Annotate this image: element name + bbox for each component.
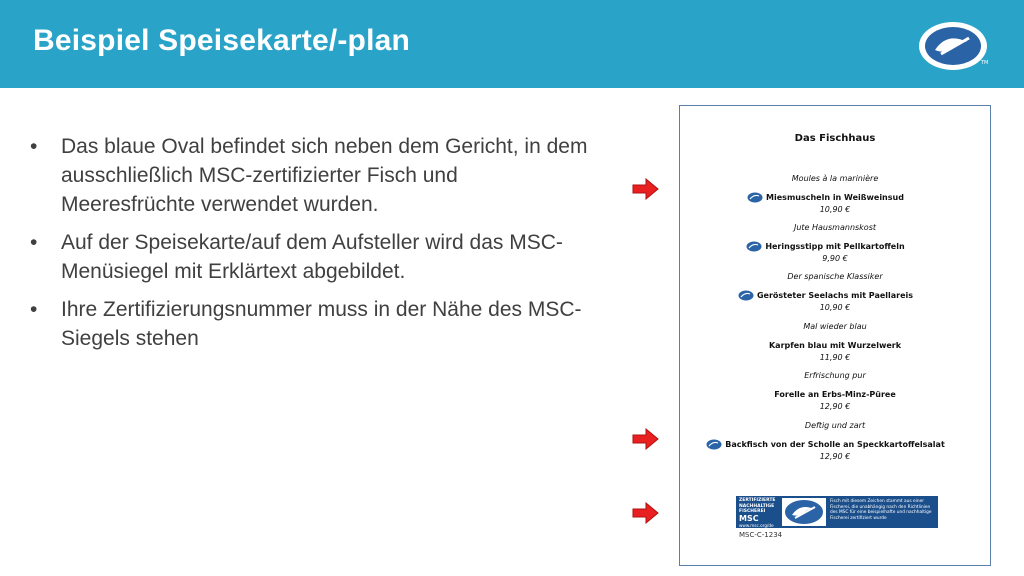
dish-subtitle: Der spanische Klassiker	[787, 272, 883, 281]
right-arrow-icon	[631, 428, 659, 450]
bullet-item	[30, 132, 590, 219]
bullet-item	[30, 228, 590, 286]
dish-name: Backfisch von der Scholle an Speckkartoffelsalat	[725, 440, 945, 449]
bullet-marker: •	[30, 298, 38, 321]
msc-oval-icon	[738, 290, 754, 301]
menu-dish	[680, 173, 990, 216]
dish-subtitle: Deftig und zart	[804, 421, 866, 430]
certification-number: MSC-C-1234	[739, 531, 783, 539]
msc-logo-icon	[917, 20, 989, 72]
msc-menu-label	[736, 496, 938, 528]
right-arrow-icon	[631, 178, 659, 200]
dish-price: 10,90 €	[819, 205, 851, 214]
bullet-marker: •	[30, 135, 38, 158]
logo-tm: TM	[981, 60, 989, 66]
dish-price: 12,90 €	[819, 452, 851, 461]
msc-label-logo-icon	[782, 498, 826, 526]
menu-title: Das Fischhaus	[794, 133, 876, 144]
menu-dish	[680, 420, 990, 463]
page-title: Beispiel Speisekarte/-plan	[33, 24, 411, 57]
dish-name: Forelle an Erbs-Minz-Püree	[774, 390, 896, 399]
header-bar	[0, 0, 1024, 88]
dish-name: Miesmuscheln in Weißweinsud	[766, 193, 904, 202]
msc-oval-icon	[706, 439, 722, 450]
dish-subtitle: Erfrischung pur	[804, 371, 866, 380]
bullet-text: Auf der Speisekarte/auf dem Aufsteller wird das MSC-Menüsiegel mit Erklärtext abgebildet.	[61, 231, 563, 283]
bullet-text: Das blaue Oval befindet sich neben dem Gericht, in dem ausschließlich MSC-zertifizierter Fisch und Meeresfrüchte verwendet wurden.	[61, 135, 588, 216]
dish-subtitle: Moules à la marinière	[791, 174, 879, 183]
msc-label-left	[739, 498, 783, 528]
right-arrow-icon	[631, 502, 659, 524]
bullet-list	[30, 132, 590, 362]
label-url: www.msc.org/de	[739, 522, 774, 528]
dish-name: Karpfen blau mit Wurzelwerk	[768, 341, 902, 350]
dish-name: Heringsstipp mit Pellkartoffeln	[765, 242, 905, 251]
menu-dish	[680, 370, 990, 413]
dish-price: 11,90 €	[819, 353, 851, 362]
msc-oval-icon	[746, 241, 762, 252]
dish-price: 10,90 €	[819, 303, 851, 312]
label-line: NACHHALTIGE	[739, 503, 775, 509]
bullet-text: Ihre Zertifizierungsnummer muss in der Nähe des MSC-Siegels stehen	[61, 298, 582, 350]
menu-card	[679, 105, 991, 566]
dish-price: 9,90 €	[822, 254, 848, 263]
dish-subtitle: Mal wieder blau	[803, 322, 867, 331]
bullet-marker: •	[30, 231, 38, 254]
label-msc: MSC	[739, 513, 759, 523]
menu-dish	[680, 321, 990, 364]
bullet-item	[30, 295, 590, 353]
label-line: ZERTIFIZIERTE	[739, 498, 776, 503]
dish-price: 12,90 €	[819, 402, 851, 411]
menu-dish	[680, 271, 990, 314]
dish-name: Gerösteter Seelachs mit Paellareis	[756, 291, 914, 300]
msc-oval-icon	[747, 192, 763, 203]
msc-label-text: Fisch mit diesem Zeichen stammt aus einer Fischerei, die unabhängig nach den Richtlinien des MSC für eine beispielhafte und nachhaltige Fischerei zertifiziert wurde	[830, 499, 932, 521]
dish-subtitle: Jute Hausmannskost	[793, 223, 877, 232]
menu-dish	[680, 222, 990, 265]
label-line: FISCHEREI	[739, 509, 766, 514]
